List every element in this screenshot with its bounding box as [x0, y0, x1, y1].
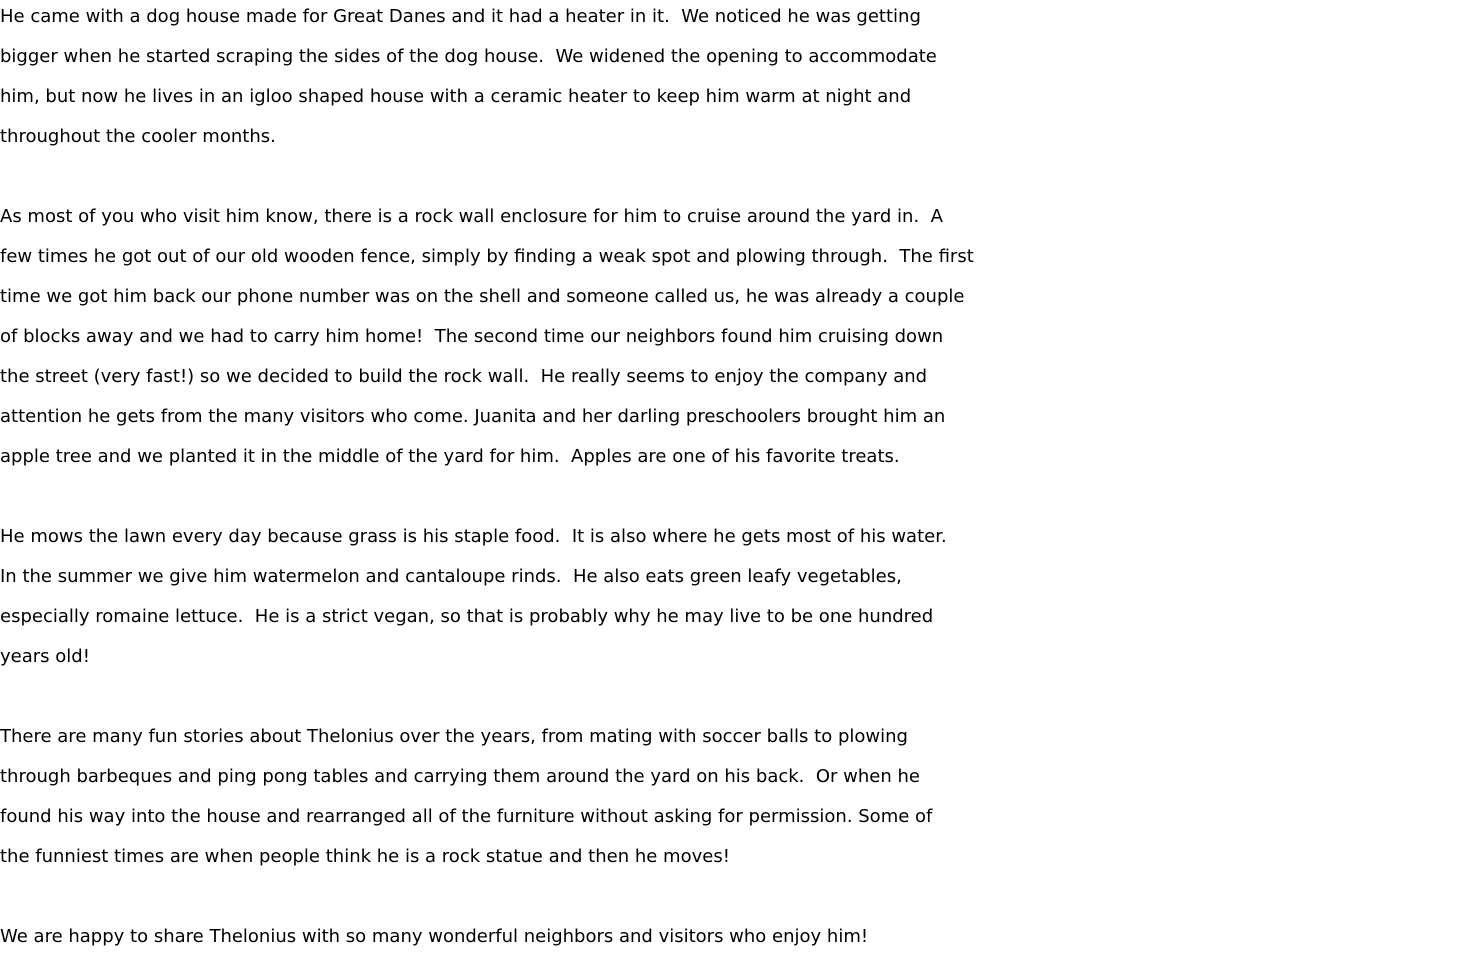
text-line: found his way into the house and rearranged all of the furniture without asking for permission. Some of [0, 806, 933, 827]
text-line: him, but now he lives in an igloo shaped house with a ceramic heater to keep him warm at night and [0, 86, 912, 107]
text-line: years old! [0, 646, 90, 667]
paragraph-stories [0, 717, 1467, 877]
text-line: through barbeques and ping pong tables and carrying them around the yard on his back. Or when he [0, 766, 920, 787]
paragraph-dog-house [0, 0, 1467, 157]
text-line: In the summer we give him watermelon and cantaloupe rinds. He also eats green leafy vegetables, [0, 566, 902, 587]
paragraph-rock-wall [0, 197, 1467, 477]
paragraph-closing [0, 917, 1467, 957]
text-line: He mows the lawn every day because grass is his staple food. It is also where he gets most of his water. [0, 526, 947, 547]
text-line: of blocks away and we had to carry him home! The second time our neighbors found him cruising down [0, 326, 944, 347]
text-line: especially romaine lettuce. He is a strict vegan, so that is probably why he may live to be one hundred [0, 606, 934, 627]
text-line: He came with a dog house made for Great Danes and it had a heater in it. We noticed he was getting [0, 6, 921, 27]
text-line: the street (very fast!) so we decided to build the rock wall. He really seems to enjoy the company and [0, 366, 928, 387]
text-line: few times he got out of our old wooden fence, simply by finding a weak spot and plowing through. The first [0, 246, 974, 267]
text-line: apple tree and we planted it in the middle of the yard for him. Apples are one of his favorite treats. [0, 446, 900, 467]
text-line: As most of you who visit him know, there is a rock wall enclosure for him to cruise around the yard in. A [0, 206, 943, 227]
paragraph-diet [0, 517, 1467, 677]
text-line: bigger when he started scraping the sides of the dog house. We widened the opening to accommodate [0, 46, 937, 67]
text-line: attention he gets from the many visitors who come. Juanita and her darling preschoolers brought him an [0, 406, 946, 427]
text-line: the funniest times are when people think he is a rock statue and then he moves! [0, 846, 730, 867]
text-line: throughout the cooler months. [0, 126, 276, 147]
text-line: There are many fun stories about Thelonius over the years, from mating with soccer balls to plowing [0, 726, 908, 747]
text-line: time we got him back our phone number was on the shell and someone called us, he was already a couple [0, 286, 965, 307]
text-line: We are happy to share Thelonius with so many wonderful neighbors and visitors who enjoy him! [0, 926, 869, 947]
